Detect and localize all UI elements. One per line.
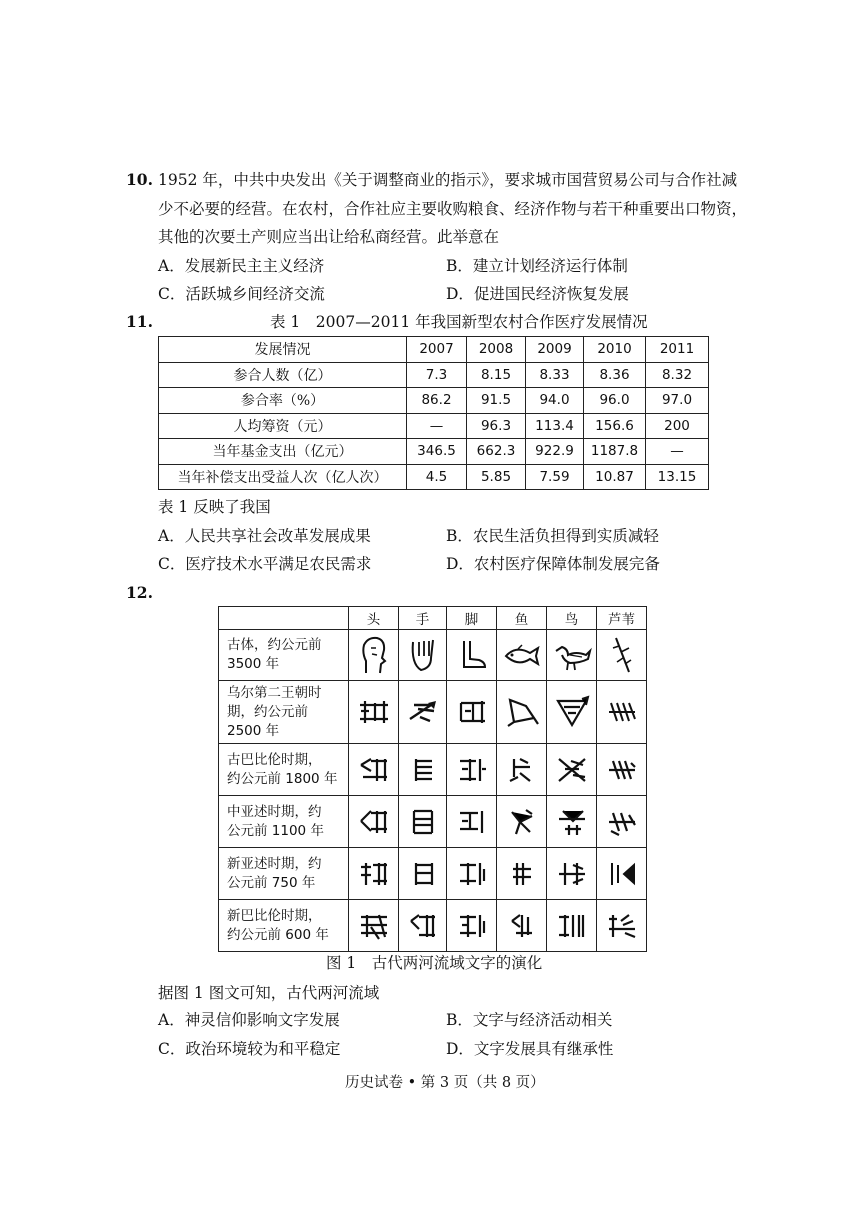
reed-cuneiform-icon	[597, 681, 647, 744]
figure-header-foot: 脚	[447, 607, 497, 630]
question-12-stem: 据图 1 图文可知，古代两河流域	[158, 984, 380, 1002]
period-line: 古巴比伦时期，	[227, 751, 322, 768]
hand-cuneiform-icon	[399, 796, 447, 848]
question-12-number: 12.	[126, 583, 153, 602]
table-cell: 346.5	[407, 439, 467, 465]
question-10-option-c[interactable]: C．活跃城乡间经济交流	[158, 285, 325, 303]
table-header-cell: 2007	[407, 337, 467, 363]
hand-cuneiform-icon	[399, 900, 447, 952]
bird-cuneiform-icon	[547, 681, 597, 744]
figure-header-hand: 手	[399, 607, 447, 630]
table-header-cell: 2010	[584, 337, 646, 363]
figure-period-label	[219, 681, 349, 744]
question-11-option-b[interactable]: B．农民生活负担得到实质减轻	[446, 527, 659, 545]
hand-cuneiform-icon	[399, 681, 447, 744]
question-12-option-c[interactable]: C．政治环境较为和平稳定	[158, 1040, 341, 1058]
fish-cuneiform-icon	[497, 848, 547, 900]
table-row	[159, 464, 709, 490]
question-12-option-a[interactable]: A．神灵信仰影响文字发展	[158, 1011, 340, 1029]
question-10-option-b[interactable]: B．建立计划经济运行体制	[446, 257, 628, 275]
foot-cuneiform-icon	[447, 744, 497, 796]
period-line: 公元前 750 年	[227, 874, 316, 891]
figure-header-empty	[219, 607, 349, 630]
hand-cuneiform-icon	[399, 848, 447, 900]
question-10-option-a[interactable]: A．发展新民主主义经济	[158, 257, 325, 275]
figure-period-label	[219, 796, 349, 848]
figure-header-row	[219, 607, 647, 630]
foot-cuneiform-icon	[447, 796, 497, 848]
table-cell: 8.15	[467, 362, 526, 388]
bird-cuneiform-icon	[547, 848, 597, 900]
head-cuneiform-icon	[349, 900, 399, 952]
reed-cuneiform-icon	[597, 796, 647, 848]
table-header-cell: 2008	[467, 337, 526, 363]
bird-cuneiform-icon	[547, 796, 597, 848]
fish-cuneiform-icon	[497, 900, 547, 952]
figure-row	[219, 900, 647, 952]
table-row-label: 人均筹资（元）	[159, 413, 407, 439]
period-line: 期，约公元前	[227, 703, 308, 720]
table-header-cell: 发展情况	[159, 337, 407, 363]
table-row	[159, 362, 709, 388]
table-cell: 200	[646, 413, 709, 439]
hand-pictograph-icon	[399, 630, 447, 681]
table-row-label: 参合人数（亿）	[159, 362, 407, 388]
table-cell: 7.59	[526, 464, 584, 490]
reed-cuneiform-icon	[597, 744, 647, 796]
table-header-cell: 2011	[646, 337, 709, 363]
question-10-number: 10.	[126, 170, 153, 189]
period-line: 新亚述时期，约	[227, 855, 322, 872]
table-cell: 1187.8	[584, 439, 646, 465]
question-11-number: 11.	[126, 312, 153, 331]
page-footer: 历史试卷 • 第 3 页（共 8 页）	[345, 1075, 545, 1091]
period-line: 新巴比伦时期，	[227, 907, 322, 924]
table-cell: 4.5	[407, 464, 467, 490]
bird-pictograph-icon	[547, 630, 597, 681]
head-cuneiform-icon	[349, 744, 399, 796]
table-cell: 662.3	[467, 439, 526, 465]
table-cell: —	[646, 439, 709, 465]
table-1-header-row	[159, 337, 709, 363]
figure-1-cuneiform-table	[218, 606, 647, 952]
figure-row	[219, 796, 647, 848]
question-10-line-1: 1952 年，中共中央发出《关于调整商业的指示》，要求城市国营贸易公司与合作社减	[158, 171, 738, 189]
period-line: 古体，约公元前	[227, 637, 322, 653]
head-pictograph-icon	[349, 630, 399, 681]
table-row-label: 当年基金支出（亿元）	[159, 439, 407, 465]
period-line: 2500 年	[227, 722, 280, 739]
table-row	[159, 439, 709, 465]
question-10-option-d[interactable]: D．促进国民经济恢复发展	[446, 285, 629, 303]
reed-cuneiform-icon	[597, 848, 647, 900]
period-line: 乌尔第二王朝时	[227, 684, 322, 701]
table-cell: 7.3	[407, 362, 467, 388]
question-10-line-3: 其他的次要土产则应当出让给私商经营。此举意在	[158, 228, 500, 246]
table-cell: 97.0	[646, 388, 709, 414]
question-11-option-c[interactable]: C．医疗技术水平满足农民需求	[158, 555, 372, 573]
foot-pictograph-icon	[447, 630, 497, 681]
bird-cuneiform-icon	[547, 744, 597, 796]
figure-1-caption: 图 1 古代两河流域文字的演化	[326, 954, 543, 972]
period-line: 公元前 1100 年	[227, 822, 324, 839]
table-cell: 156.6	[584, 413, 646, 439]
foot-cuneiform-icon	[447, 900, 497, 952]
figure-period-label	[219, 744, 349, 796]
table-cell: —	[407, 413, 467, 439]
period-line: 约公元前 1800 年	[227, 770, 338, 787]
question-11-option-a[interactable]: A．人民共享社会改革发展成果	[158, 527, 371, 545]
figure-header-reed: 芦苇	[597, 607, 647, 630]
question-12-option-b[interactable]: B．文字与经济活动相关	[446, 1011, 613, 1029]
fish-cuneiform-icon	[497, 796, 547, 848]
question-11-stem: 表 1 反映了我国	[158, 498, 271, 516]
foot-cuneiform-icon	[447, 681, 497, 744]
figure-row	[219, 848, 647, 900]
hand-cuneiform-icon	[399, 744, 447, 796]
table-row	[159, 413, 709, 439]
table-cell: 113.4	[526, 413, 584, 439]
table-cell: 10.87	[584, 464, 646, 490]
table-cell: 94.0	[526, 388, 584, 414]
question-10-line-2: 少不必要的经营。在农村，合作社应主要收购粮食、经济作物与若干种重要出口物资，	[158, 200, 748, 218]
head-cuneiform-icon	[349, 681, 399, 744]
table-cell: 86.2	[407, 388, 467, 414]
reed-cuneiform-icon	[597, 900, 647, 952]
table-row	[159, 388, 709, 414]
head-cuneiform-icon	[349, 848, 399, 900]
fish-cuneiform-icon	[497, 681, 547, 744]
table-header-cell: 2009	[526, 337, 584, 363]
table-cell: 8.33	[526, 362, 584, 388]
period-line: 3500 年	[227, 656, 280, 672]
table-cell: 13.15	[646, 464, 709, 490]
figure-header-bird: 鸟	[547, 607, 597, 630]
figure-period-label	[219, 900, 349, 952]
figure-row	[219, 744, 647, 796]
table-1-title: 表 1 2007—2011 年我国新型农村合作医疗发展情况	[270, 313, 648, 331]
figure-row	[219, 630, 647, 681]
period-line: 中亚述时期，约	[227, 803, 322, 820]
figure-period-label	[219, 630, 349, 681]
head-cuneiform-icon	[349, 796, 399, 848]
table-cell: 96.0	[584, 388, 646, 414]
table-1	[158, 336, 709, 490]
table-cell: 91.5	[467, 388, 526, 414]
foot-cuneiform-icon	[447, 848, 497, 900]
table-cell: 5.85	[467, 464, 526, 490]
period-line: 约公元前 600 年	[227, 926, 329, 943]
table-row-label: 当年补偿支出受益人次（亿人次）	[159, 464, 407, 490]
table-cell: 922.9	[526, 439, 584, 465]
figure-row	[219, 681, 647, 744]
fish-pictograph-icon	[497, 630, 547, 681]
reed-pictograph-icon	[597, 630, 647, 681]
figure-header-head: 头	[349, 607, 399, 630]
table-row-label: 参合率（%）	[159, 388, 407, 414]
table-cell: 8.36	[584, 362, 646, 388]
fish-cuneiform-icon	[497, 744, 547, 796]
question-12-option-d[interactable]: D．文字发展具有继承性	[446, 1040, 614, 1058]
table-cell: 8.32	[646, 362, 709, 388]
figure-header-fish: 鱼	[497, 607, 547, 630]
bird-cuneiform-icon	[547, 900, 597, 952]
figure-period-label	[219, 848, 349, 900]
table-cell: 96.3	[467, 413, 526, 439]
question-11-option-d[interactable]: D．农村医疗保障体制发展完备	[446, 555, 660, 573]
